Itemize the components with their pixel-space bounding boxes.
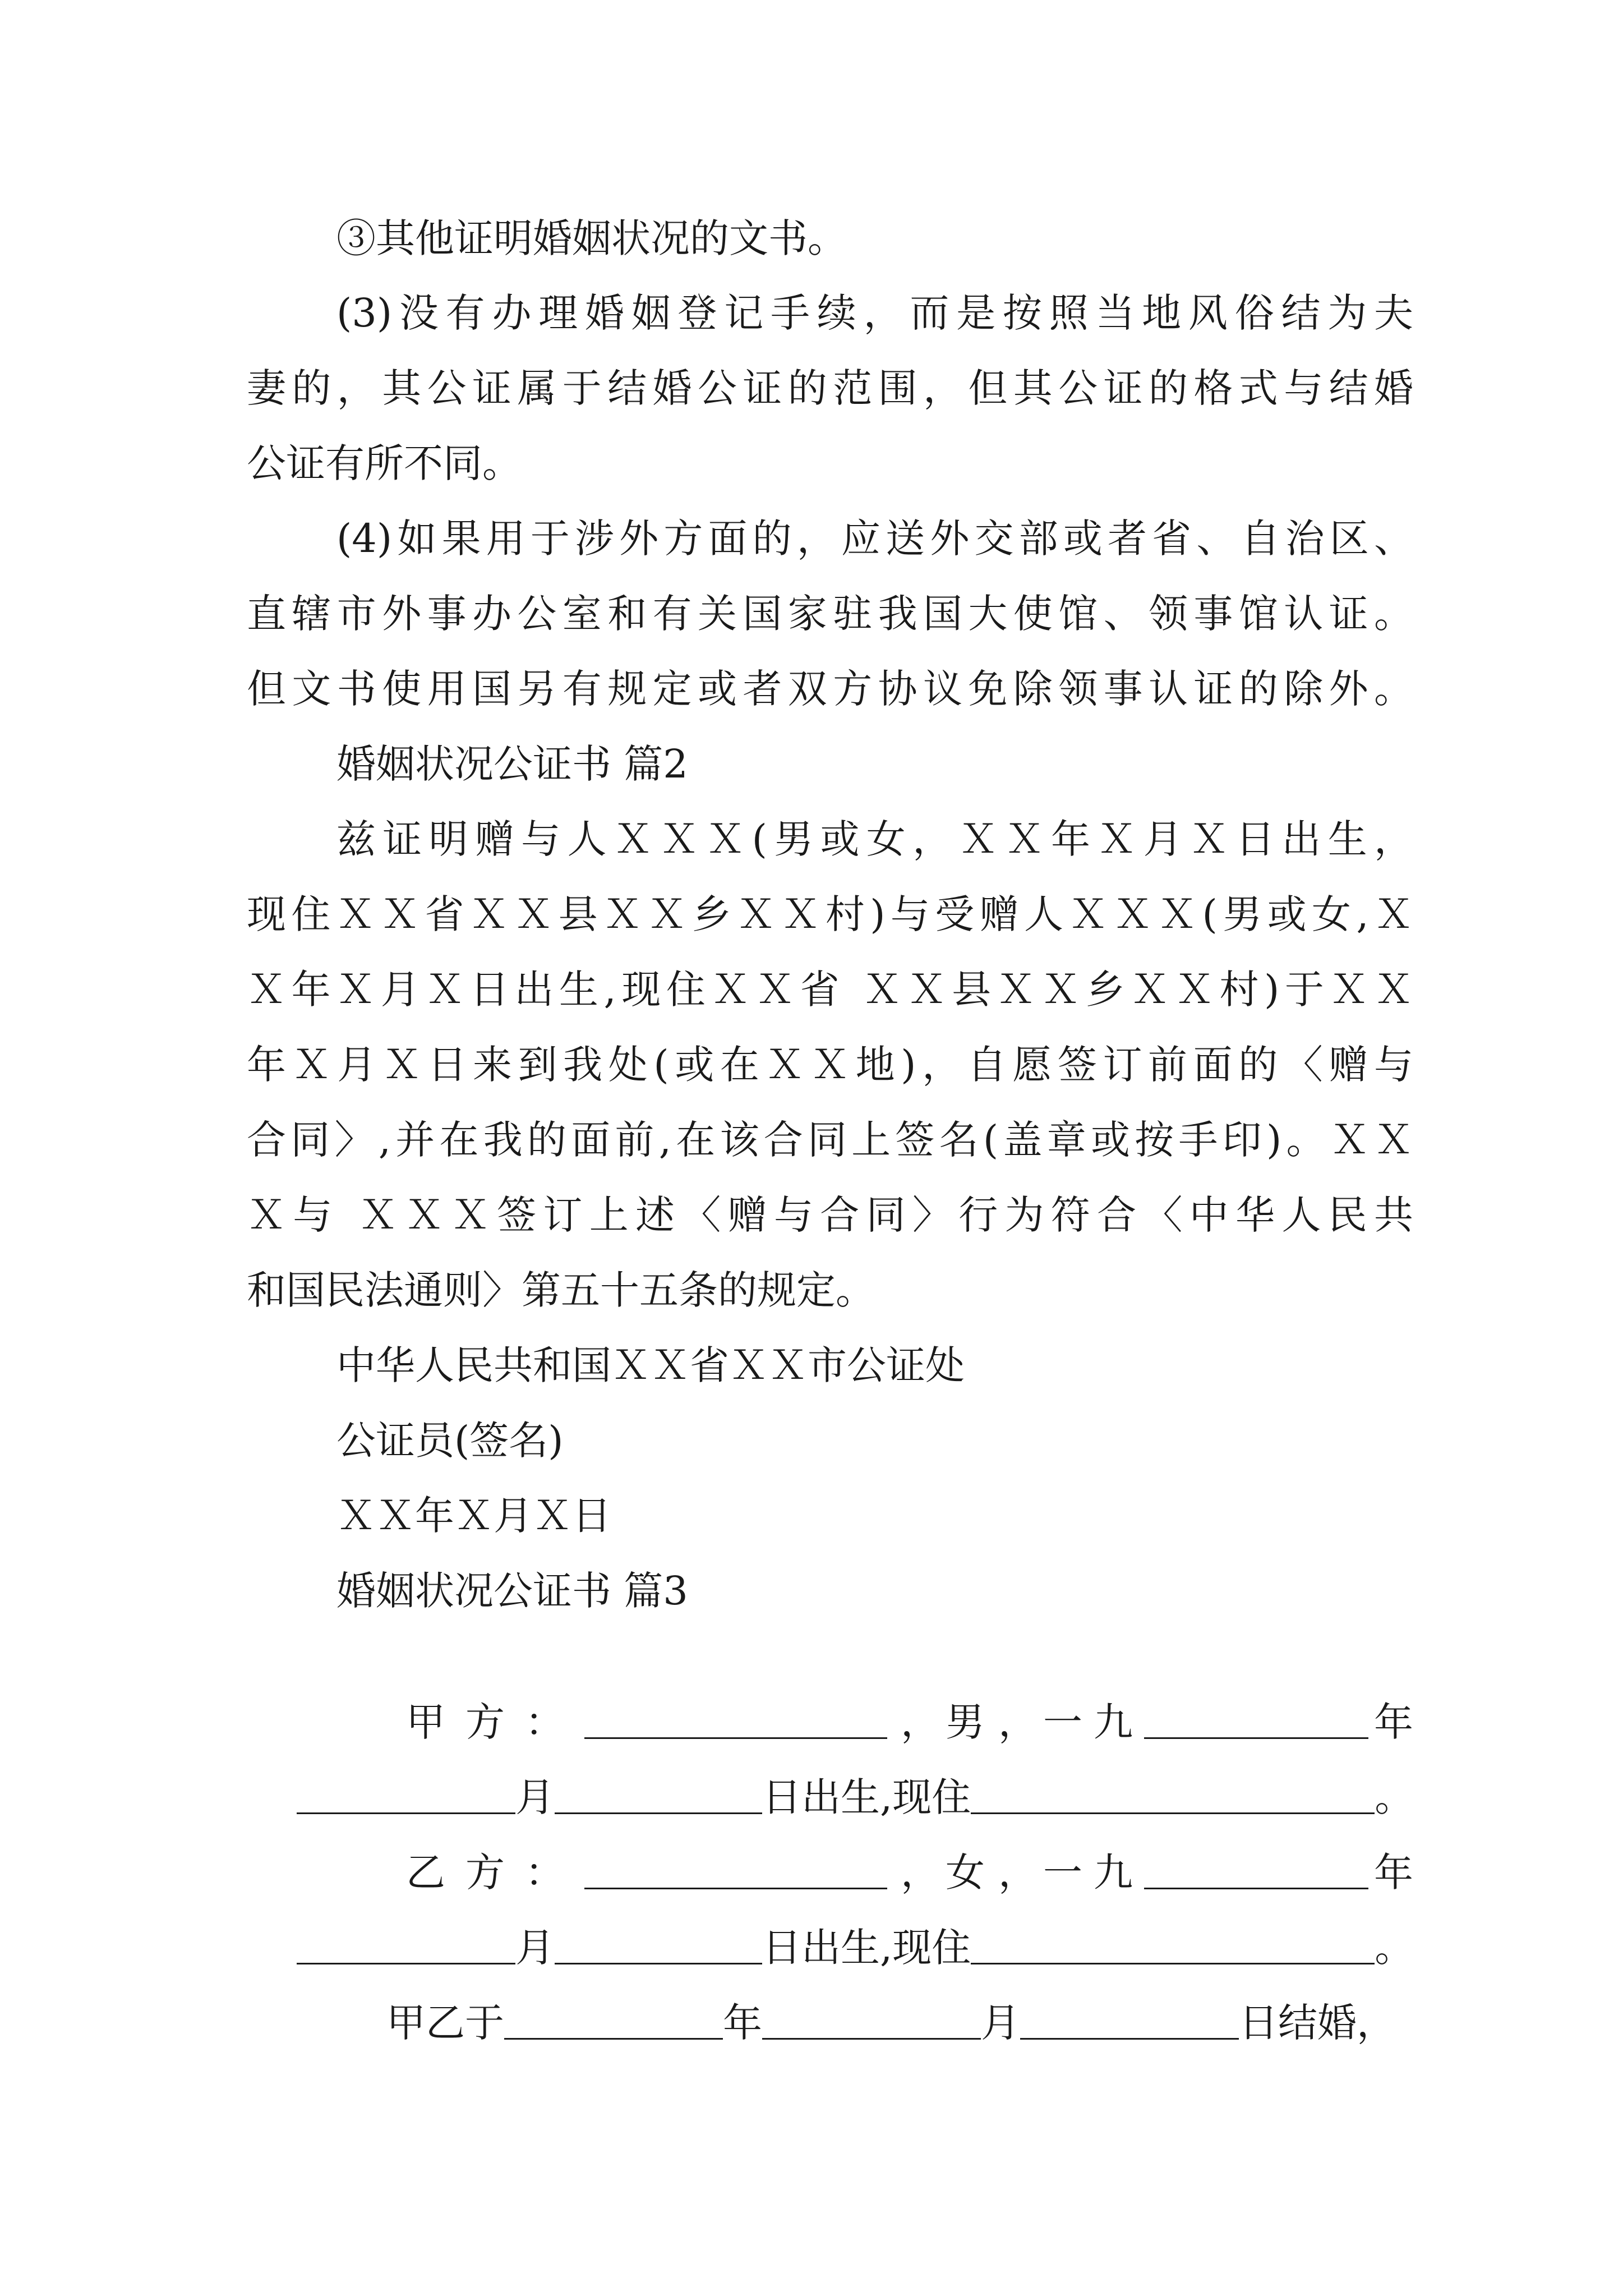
- month-label: 月: [515, 1774, 555, 1820]
- party-a-label: 甲方：: [406, 1699, 585, 1745]
- year-label: 年: [1374, 1849, 1414, 1895]
- year-label: 年: [723, 2000, 763, 2046]
- separator: ，: [998, 1699, 1038, 1745]
- paragraph-line: ③其他证明婚姻状况的文书。: [336, 215, 847, 261]
- gender-male: 男: [946, 1699, 985, 1745]
- birth-residence-label: 日出生,现住: [762, 1925, 971, 1971]
- marriage-prefix: 甲乙于: [386, 2000, 505, 2046]
- party-b-birth-line: [247, 1864, 1414, 1971]
- period: 。: [1375, 1925, 1414, 1971]
- gender-female: 女: [946, 1849, 985, 1895]
- birth-residence-label: 日出生,现住: [762, 1774, 971, 1820]
- marriage-suffix: 日结婚，: [1239, 2000, 1396, 2046]
- party-b-line: [356, 1788, 1414, 1895]
- year-prefix: 一九: [1043, 1699, 1145, 1745]
- party-a-line: [356, 1638, 1414, 1745]
- paragraph-line: 合同〉,并在我的面前,在该合同上签名(盖章或按手印)。ＸＸ: [247, 1117, 1413, 1163]
- year-label: 年: [1374, 1699, 1414, 1745]
- separator: ，: [901, 1699, 940, 1745]
- notary-office: 中华人民共和国ＸＸ省ＸＸ市公证处: [336, 1342, 965, 1388]
- month-label: 月: [981, 2000, 1021, 2046]
- paragraph-line: 现住ＸＸ省ＸＸ县ＸＸ乡ＸＸ村)与受赠人ＸＸＸ(男或女,Ｘ: [247, 891, 1413, 937]
- section-heading: 婚姻状况公证书 篇3: [336, 1568, 688, 1614]
- paragraph-line: Ｘ与 ＸＸＸ签订上述〈赠与合同〉行为符合〈中华人民共: [247, 1192, 1413, 1238]
- paragraph-line: 直辖市外事办公室和有关国家驻我国大使馆、领事馆认证。: [247, 591, 1413, 637]
- section-heading: 婚姻状况公证书 篇2: [336, 741, 688, 787]
- party-a-birth-line: [247, 1713, 1414, 1820]
- separator: ，: [901, 1849, 940, 1895]
- paragraph-line: 妻的，其公证属于结婚公证的范围，但其公证的格式与结婚: [247, 365, 1413, 411]
- notary-signature: 公证员(签名): [336, 1418, 564, 1464]
- marriage-date-line: [336, 1939, 1413, 2046]
- paragraph-line: Ｘ年Ｘ月Ｘ日出生,现住ＸＸ省 ＸＸ县ＸＸ乡ＸＸ村)于ＸＸ: [247, 967, 1413, 1013]
- paragraph-line: (4)如果用于涉外方面的，应送外交部或者省、自治区、: [336, 516, 1413, 562]
- paragraph-line: 兹证明赠与人ＸＸＸ(男或女，ＸＸ年Ｘ月Ｘ日出生，: [336, 816, 1413, 862]
- month-label: 月: [515, 1925, 555, 1971]
- paragraph-line: (3)没有办理婚姻登记手续，而是按照当地风俗结为夫: [336, 290, 1413, 336]
- separator: ，: [998, 1849, 1038, 1895]
- paragraph-line: 年Ｘ月Ｘ日来到我处(或在ＸＸ地)，自愿签订前面的〈赠与: [247, 1042, 1413, 1088]
- notary-date: ＸＸ年Ｘ月Ｘ日: [336, 1493, 611, 1539]
- marriage-day-blank[interactable]: [1020, 1999, 1239, 2040]
- paragraph-line: 和国民法通则〉第五十五条的规定。: [247, 1267, 875, 1313]
- paragraph-line: 但文书使用国另有规定或者双方协议免除领事认证的除外。: [247, 666, 1413, 712]
- period: 。: [1375, 1774, 1414, 1820]
- marriage-month-blank[interactable]: [762, 1999, 981, 2040]
- year-prefix: 一九: [1043, 1849, 1145, 1895]
- marriage-year-blank[interactable]: [504, 1999, 723, 2040]
- party-b-label: 乙方：: [406, 1849, 585, 1895]
- paragraph-line: 公证有所不同。: [247, 440, 522, 486]
